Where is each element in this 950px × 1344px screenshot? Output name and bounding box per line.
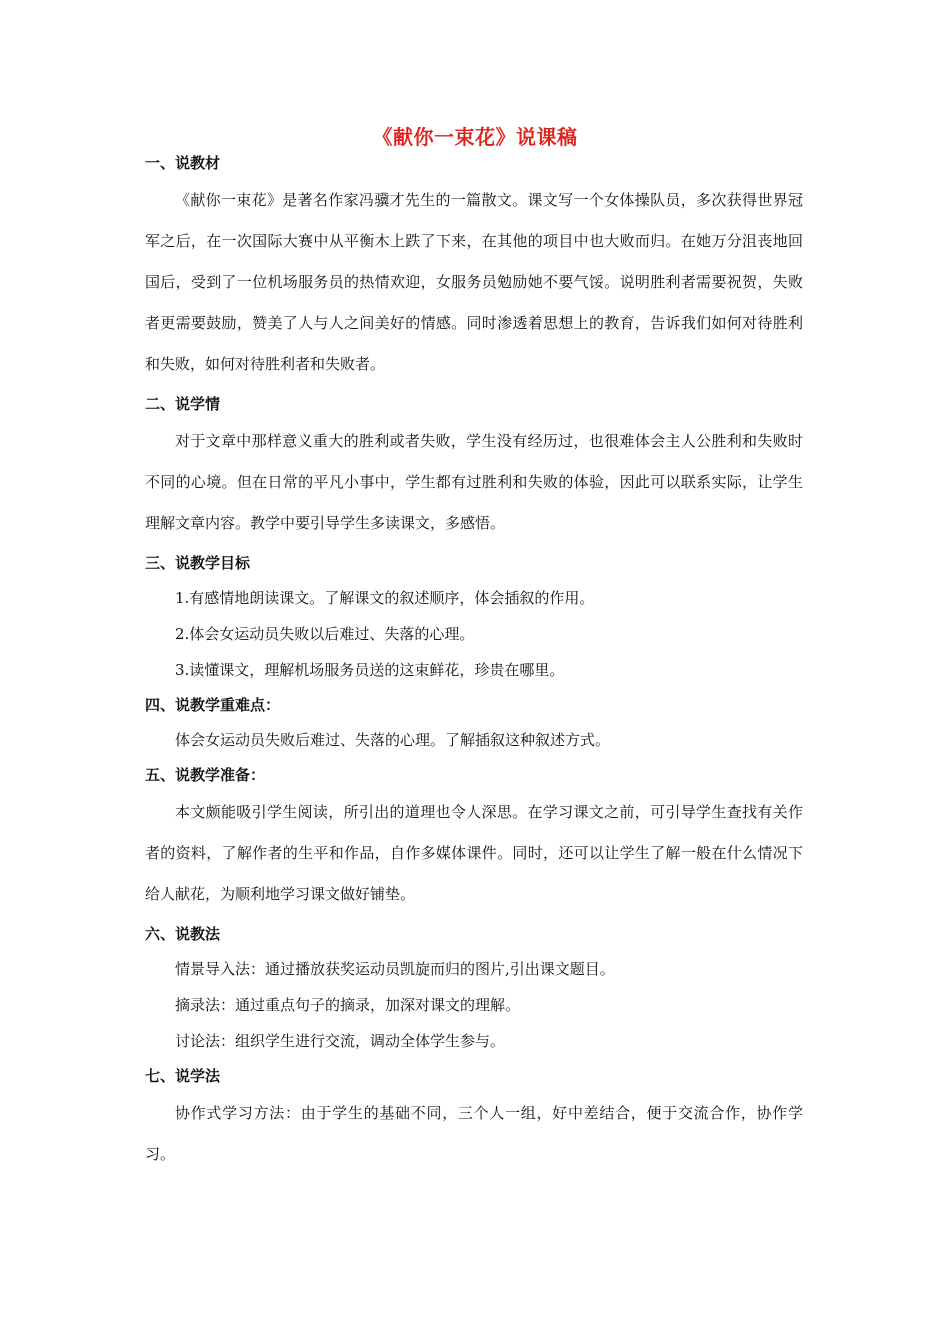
list-item: 3.读懂课文，理解机场服务员送的这束鲜花，珍贵在哪里。 (175, 661, 565, 679)
list-item: 情景导入法：通过播放获奖运动员凯旋而归的图片,引出课文题目。 (175, 960, 615, 978)
list-item: 讨论法：组织学生进行交流，调动全体学生参与。 (175, 1032, 506, 1050)
list-item: 2.体会女运动员失败以后难过、失落的心理。 (175, 625, 475, 643)
list-item: 摘录法：通过重点句子的摘录，加深对课文的理解。 (175, 996, 521, 1014)
section-heading-objectives: 三、说教学目标 (145, 554, 251, 572)
section-heading-preparation: 五、说教学准备： (145, 766, 266, 784)
section-heading-teaching-methods: 六、说教法 (145, 925, 221, 943)
section-paragraph: 《献你一束花》是著名作家冯骥才先生的一篇散文。课文写一个女体操队员，多次获得世界冠军之后，在一次国际大赛中从平衡木上跌了下来，在其他的项目中也大败而归。在她万分沮丧地回国后，受到了一位机场服务员的热情欢迎，女服务员勉励她不要气馁。说明胜利者需要祝贺，失败者更需要鼓励，赞美了人与人之间美好的情感。同时渗透着思想上的教育，告诉我们如何对待胜利和失败，如何对待胜利者和失败者。 (145, 191, 803, 373)
list-item: 1.有感情地朗读课文。了解课文的叙述顺序，体会插叙的作用。 (175, 589, 595, 607)
section-paragraph: 协作式学习方法：由于学生的基础不同，三个人一组，好中差结合，便于交流合作，协作学习。 (145, 1104, 803, 1163)
section-heading-textbook: 一、说教材 (145, 154, 221, 172)
page-title: 《献你一束花》说课稿 (372, 125, 578, 149)
list-item: 体会女运动员失败后难过、失落的心理。了解插叙这种叙述方式。 (175, 731, 611, 749)
section-paragraph: 对于文章中那样意义重大的胜利或者失败，学生没有经历过，也很难体会主人公胜利和失败时不同的心境。但在日常的平凡小事中，学生都有过胜利和失败的体验，因此可以联系实际，让学生理解文章内容。教学中要引导学生多读课文，多感悟。 (145, 432, 803, 532)
section-heading-students: 二、说学情 (145, 395, 221, 413)
section-heading-key-points: 四、说教学重难点： (145, 696, 281, 714)
section-paragraph: 本文颇能吸引学生阅读，所引出的道理也令人深思。在学习课文之前，可引导学生查找有关作者的资料，了解作者的生平和作品，自作多媒体课件。同时，还可以让学生了解一般在什么情况下给人献花，为顺利地学习课文做好铺垫。 (145, 803, 803, 903)
document-body (145, 150, 803, 1175)
section-heading-learning-methods: 七、说学法 (145, 1067, 221, 1085)
